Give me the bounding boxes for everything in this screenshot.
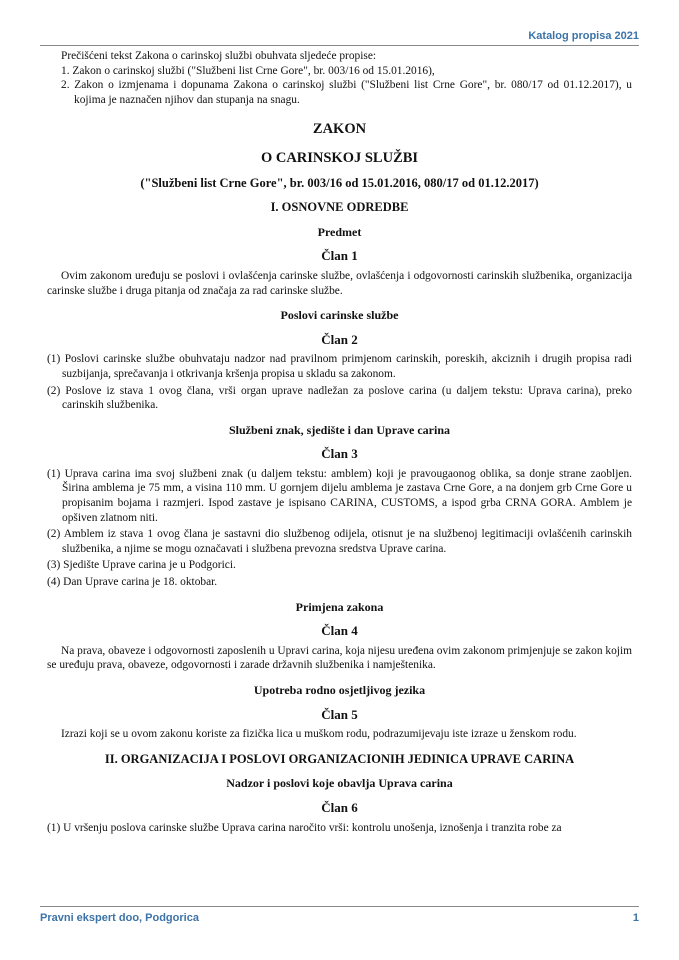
article-item: (1) U vršenju poslova carinske službe Uprava carina naročito vrši: kontrolu unošenja, iznošenja i tranzita robe za xyxy=(47,821,562,834)
article-heading: Poslovi carinske službe xyxy=(280,308,399,323)
article-item: (4) Dan Uprave carina je 18. oktobar. xyxy=(47,576,218,589)
header-rule xyxy=(40,45,639,46)
footer-rule xyxy=(40,906,639,907)
article-item: (3) Sjedište Uprave carina je u Podgorici. xyxy=(47,559,236,572)
article-paragraph: Ovim zakonom uređuju se poslovi i ovlašćenja carinske službe, ovlašćenja i odgovornosti carinskih službenika, organizacija carinske službe i druga pitanja od značaja za rad carinske službe. xyxy=(47,269,632,297)
article-heading: Primjena zakona xyxy=(295,599,384,614)
gazette-reference: ("Službeni list Crne Gore", br. 003/16 od 15.01.2016, 080/17 od 01.12.2017) xyxy=(140,175,539,190)
article-number: Član 4 xyxy=(321,623,358,639)
article-number: Član 6 xyxy=(321,799,358,815)
section-heading: II. ORGANIZACIJA I POSLOVI ORGANIZACIONIH JEDINICA UPRAVE CARINA xyxy=(104,751,575,766)
law-subtitle: O CARINSKOJ SLUŽBI xyxy=(260,149,419,166)
article-item: (1) Uprava carina ima svoj službeni znak (u daljem tekstu: amblem) koji je pravougaonog oblika, sa donje strane zaobljen. Širina amblema je 75 mm, a visina 110 mm. U gornjem dijelu amblema je zastava Crne Gore, a na donjem grb Crne Gore u propisanim bojama i razmjeri. Ispod zastave je ispisano CARINA, CUSTOMS, a ispod grba CRNA GORA. Amblem je opšiven zlatnom niti. xyxy=(47,467,632,524)
article-paragraph: Na prava, obaveze i odgovornosti zaposlenih u Upravi carina, koja nijesu uređena ovim zakonom primjenjuje se zakon kojim se uređuju prava, obaveze, odgovornosti i zarade državnih službenika i namještenika. xyxy=(47,644,632,672)
article-number: Član 3 xyxy=(321,446,358,462)
catalog-label: Katalog propisa 2021 xyxy=(524,30,639,42)
article-item: (1) Poslovi carinske službe obuhvataju nadzor nad pravilnom primjenom carinskih, poreskih, akciznih i drugih propisa radi suzbijanja, sprečavanja i otkrivanja kršenja propisa u skladu sa zakonom. xyxy=(47,353,632,380)
section-heading: I. OSNOVNE ODREDBE xyxy=(270,200,409,215)
intro-item: 2. Zakon o izmjenama i dopunama Zakona o carinskoj službi ("Službeni list Crne Gore", br. 080/17 od 01.12.2017), u kojima je naznačen njihov dan stupanja na snagu. xyxy=(61,79,632,106)
article-heading: Predmet xyxy=(317,224,362,239)
article-heading: Nadzor i poslovi koje obavlja Uprava carina xyxy=(226,776,453,791)
document-body xyxy=(47,49,632,837)
article-item: (2) Poslove iz stava 1 ovog člana, vrši organ uprave nadležan za poslove carina (u daljem tekstu: Uprava carina), preko carinskih službenika. xyxy=(47,384,632,412)
article-paragraph: Izrazi koji se u ovom zakonu koriste za fizička lica u muškom rodu, podrazumijevaju iste izraze u ženskom rodu. xyxy=(61,728,577,741)
article-number: Član 5 xyxy=(321,706,358,722)
law-title: ZAKON xyxy=(312,121,367,138)
intro-item: 1. Zakon o carinskoj službi ("Službeni list Crne Gore", br. 003/16 od 15.01.2016), xyxy=(61,64,435,77)
article-number: Član 1 xyxy=(321,248,358,264)
article-item: (2) Amblem iz stava 1 ovog člana je sastavni dio službenog odijela, otisnut je na službenoj legitimaciji ovlašćenih carinskih službenika, a njime se mogu označavati i službena prevozna sredstva Uprave carina. xyxy=(47,528,632,555)
article-heading: Službeni znak, sjedište i dan Uprave carina xyxy=(228,422,450,437)
page-number: 1 xyxy=(632,912,639,924)
page-footer xyxy=(40,906,639,926)
page-header xyxy=(40,30,639,46)
publisher-label: Pravni ekspert doo, Podgorica xyxy=(40,912,199,924)
article-heading: Upotreba rodno osjetljivog jezika xyxy=(253,683,426,697)
article-number: Član 2 xyxy=(321,331,358,347)
intro-lead: Prečišćeni tekst Zakona o carinskoj službi obuhvata sljedeće propise: xyxy=(61,50,377,62)
